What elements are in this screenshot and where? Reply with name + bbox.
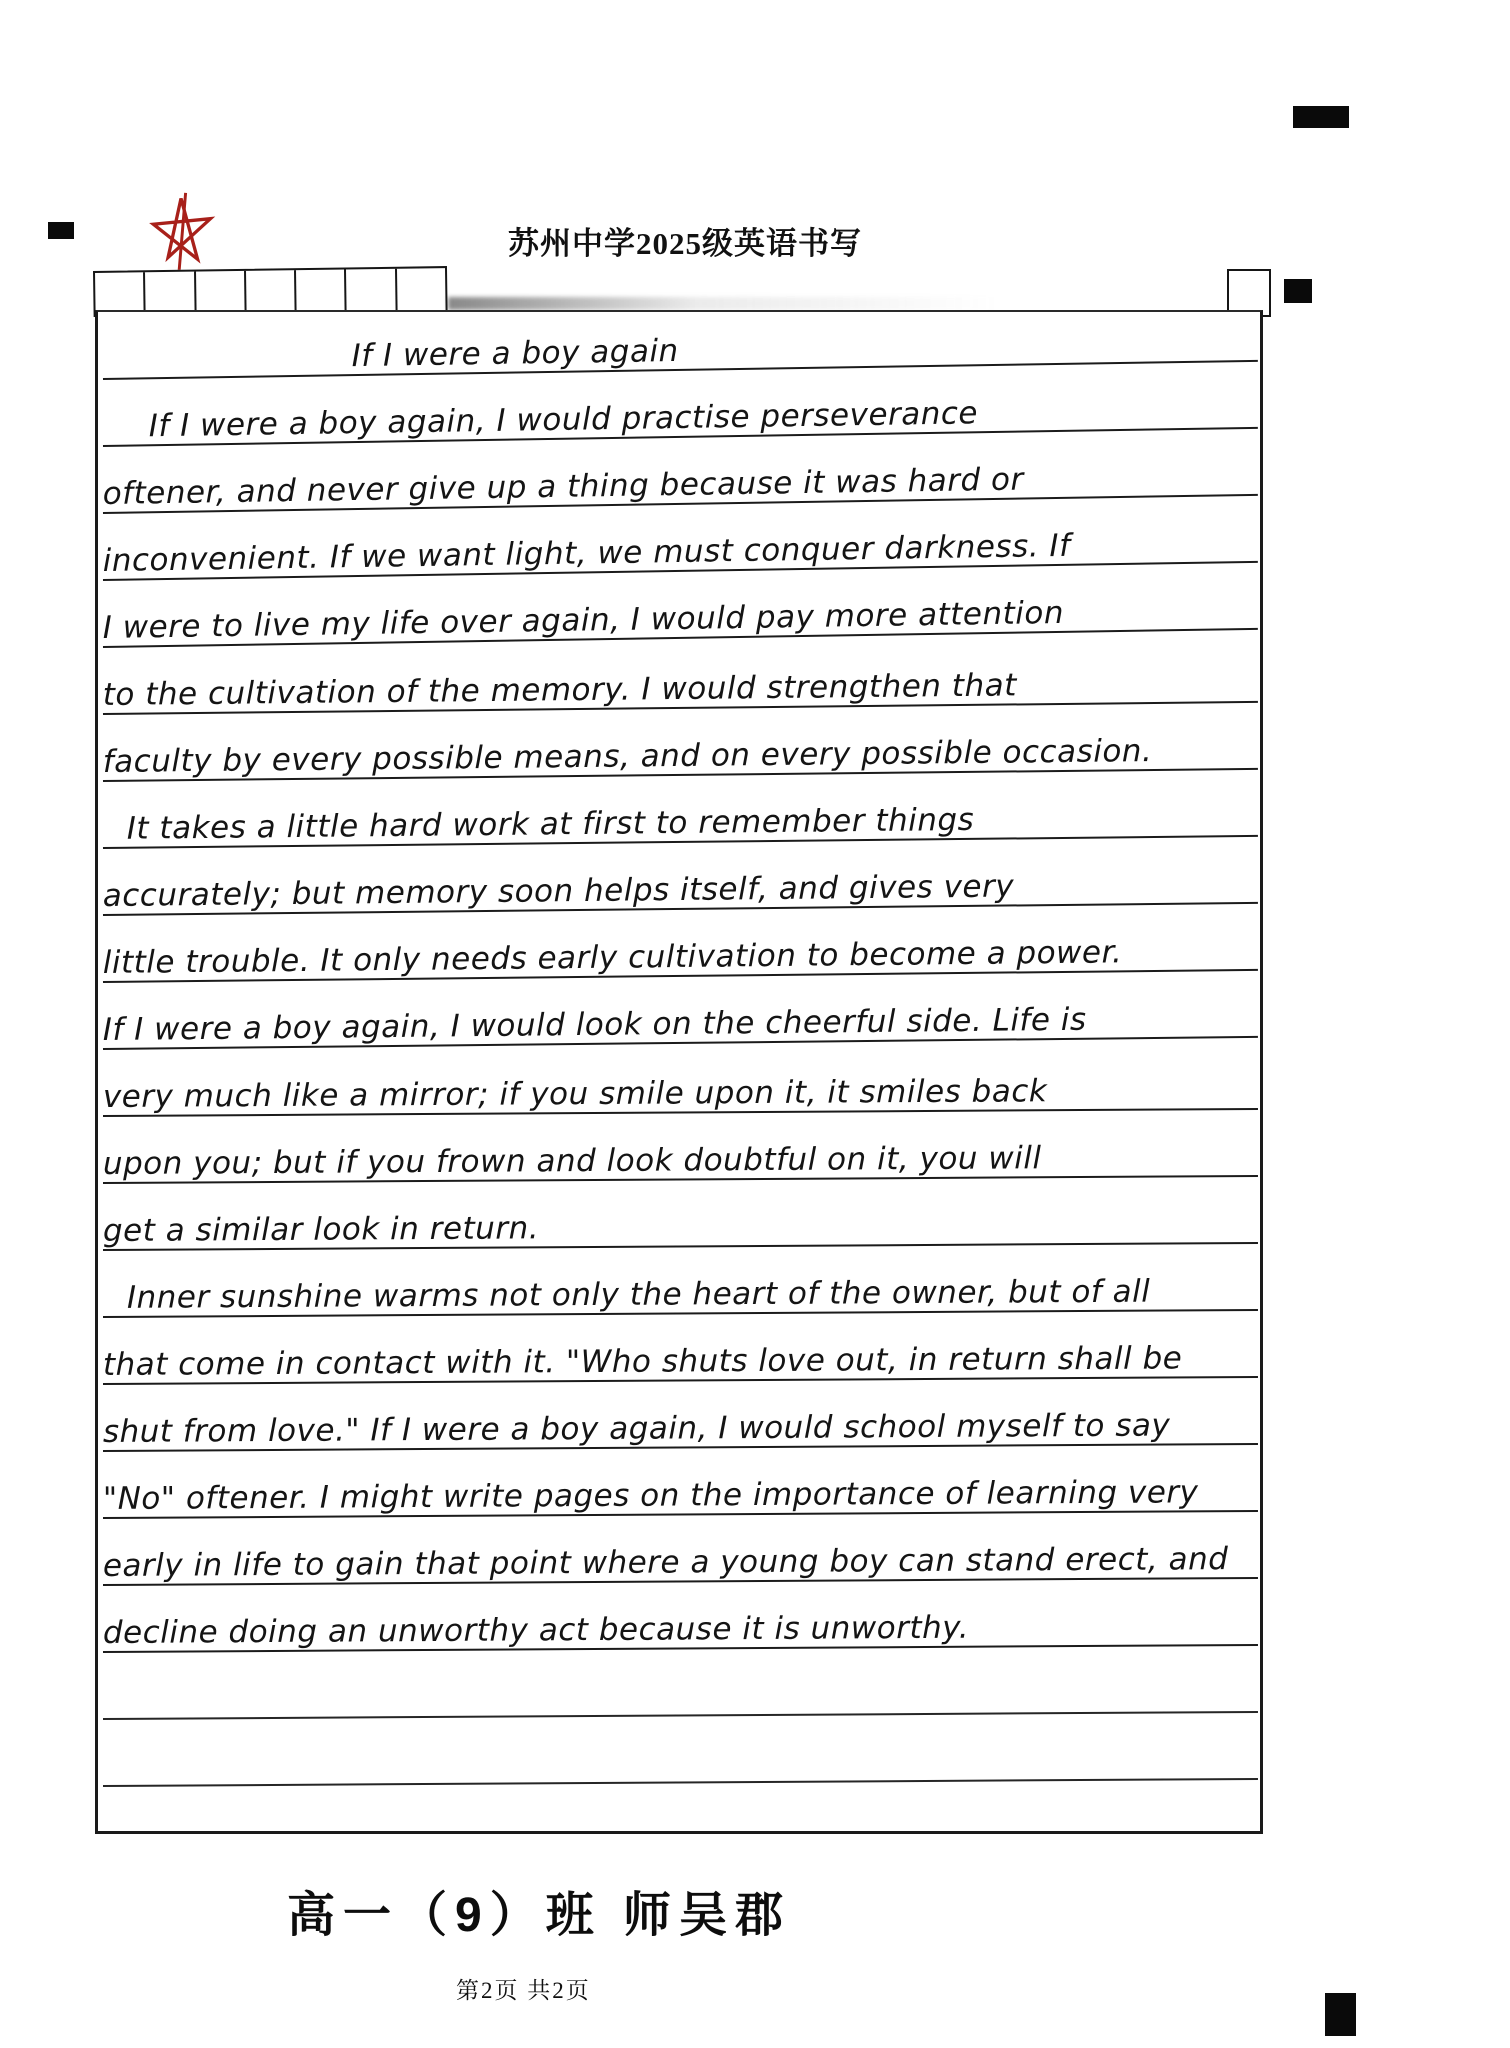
essay-line-text: Inner sunshine warms not only the heart of the owner, but of all: [126, 1274, 1151, 1317]
essay-line-text: It takes a little hard work at first to remember things: [126, 802, 975, 848]
essay-line-text: I were to live my life over again, I would pay more attention: [102, 595, 1065, 647]
empty-ruled-line: [103, 1646, 1258, 1720]
essay-line-text: shut from love." If I were a boy again, I would school myself to say: [102, 1407, 1171, 1451]
registration-mark-left: [48, 222, 74, 239]
score-cell: [296, 269, 347, 312]
essay-line-text: inconvenient. If we want light, we must conquer darkness. If: [102, 528, 1071, 580]
empty-ruled-line: [103, 1713, 1258, 1787]
score-cell: [145, 272, 196, 315]
essay-line-text: If I were a boy again, I would practise perseverance: [148, 395, 979, 445]
page-number: 第2页 共2页: [456, 1978, 591, 2003]
red-star-icon: [146, 190, 216, 275]
essay-line-text: early in life to gain that point where a young boy can stand erect, and: [102, 1541, 1229, 1585]
registration-mark-bottom-right: [1325, 1993, 1356, 2036]
score-cell: [246, 270, 297, 313]
essay-line: [103, 1512, 1258, 1586]
essay-line-text: little trouble. It only needs early cultivation to become a power.: [102, 934, 1123, 982]
essay-line: [102, 770, 1258, 849]
score-cell: [346, 269, 397, 312]
essay-line: [102, 636, 1258, 715]
essay-line-text: faculty by every possible means, and on every possible occasion.: [102, 733, 1153, 781]
essay-line-text: "No" oftener. I might write pages on the importance of learning very: [102, 1474, 1199, 1518]
essay-rows: [103, 312, 1258, 1787]
student-class-name: 高一（9）班 师吴郡: [287, 1889, 792, 1942]
essay-line-text: decline doing an unworthy act because it is unworthy.: [102, 1610, 970, 1652]
essay-title: If I were a boy again: [351, 333, 679, 375]
score-cell: [397, 268, 446, 311]
essay-line-text: to the cultivation of the memory. I would strengthen that: [102, 667, 1017, 714]
registration-mark-right: [1284, 279, 1312, 303]
essay-line-text: accurately; but memory soon helps itself, and gives very: [102, 868, 1015, 915]
essay-line: [103, 1579, 1258, 1653]
essay-line: [103, 1110, 1258, 1184]
essay-line-text: very much like a mirror; if you smile upon it, it smiles back: [102, 1073, 1048, 1116]
essay-line: [103, 1311, 1258, 1385]
essay-line: [103, 1244, 1258, 1318]
essay-line: [102, 971, 1258, 1050]
essay-line: [103, 1445, 1258, 1519]
writing-sheet: [95, 310, 1263, 1834]
registration-mark-top-right: [1293, 106, 1349, 128]
essay-line-text: that come in contact with it. "Who shuts love out, in return shall be: [102, 1340, 1183, 1384]
score-cell: [95, 272, 146, 315]
essay-line-text: get a similar look in return.: [102, 1210, 540, 1250]
essay-line-text: If I were a boy again, I would look on the cheerful side. Life is: [102, 1002, 1087, 1049]
essay-line: [103, 1378, 1258, 1452]
essay-line: [102, 904, 1258, 983]
page-title: 苏州中学2025级英语书写: [508, 226, 862, 261]
essay-line: [103, 1043, 1258, 1117]
score-cell: [196, 271, 247, 314]
essay-line-text: oftener, and never give up a thing because it was hard or: [102, 461, 1025, 513]
essay-line-text: upon you; but if you frown and look doubtful on it, you will: [102, 1140, 1042, 1183]
essay-line: [103, 1177, 1258, 1251]
essay-line: [102, 837, 1258, 916]
essay-line: [102, 703, 1258, 782]
